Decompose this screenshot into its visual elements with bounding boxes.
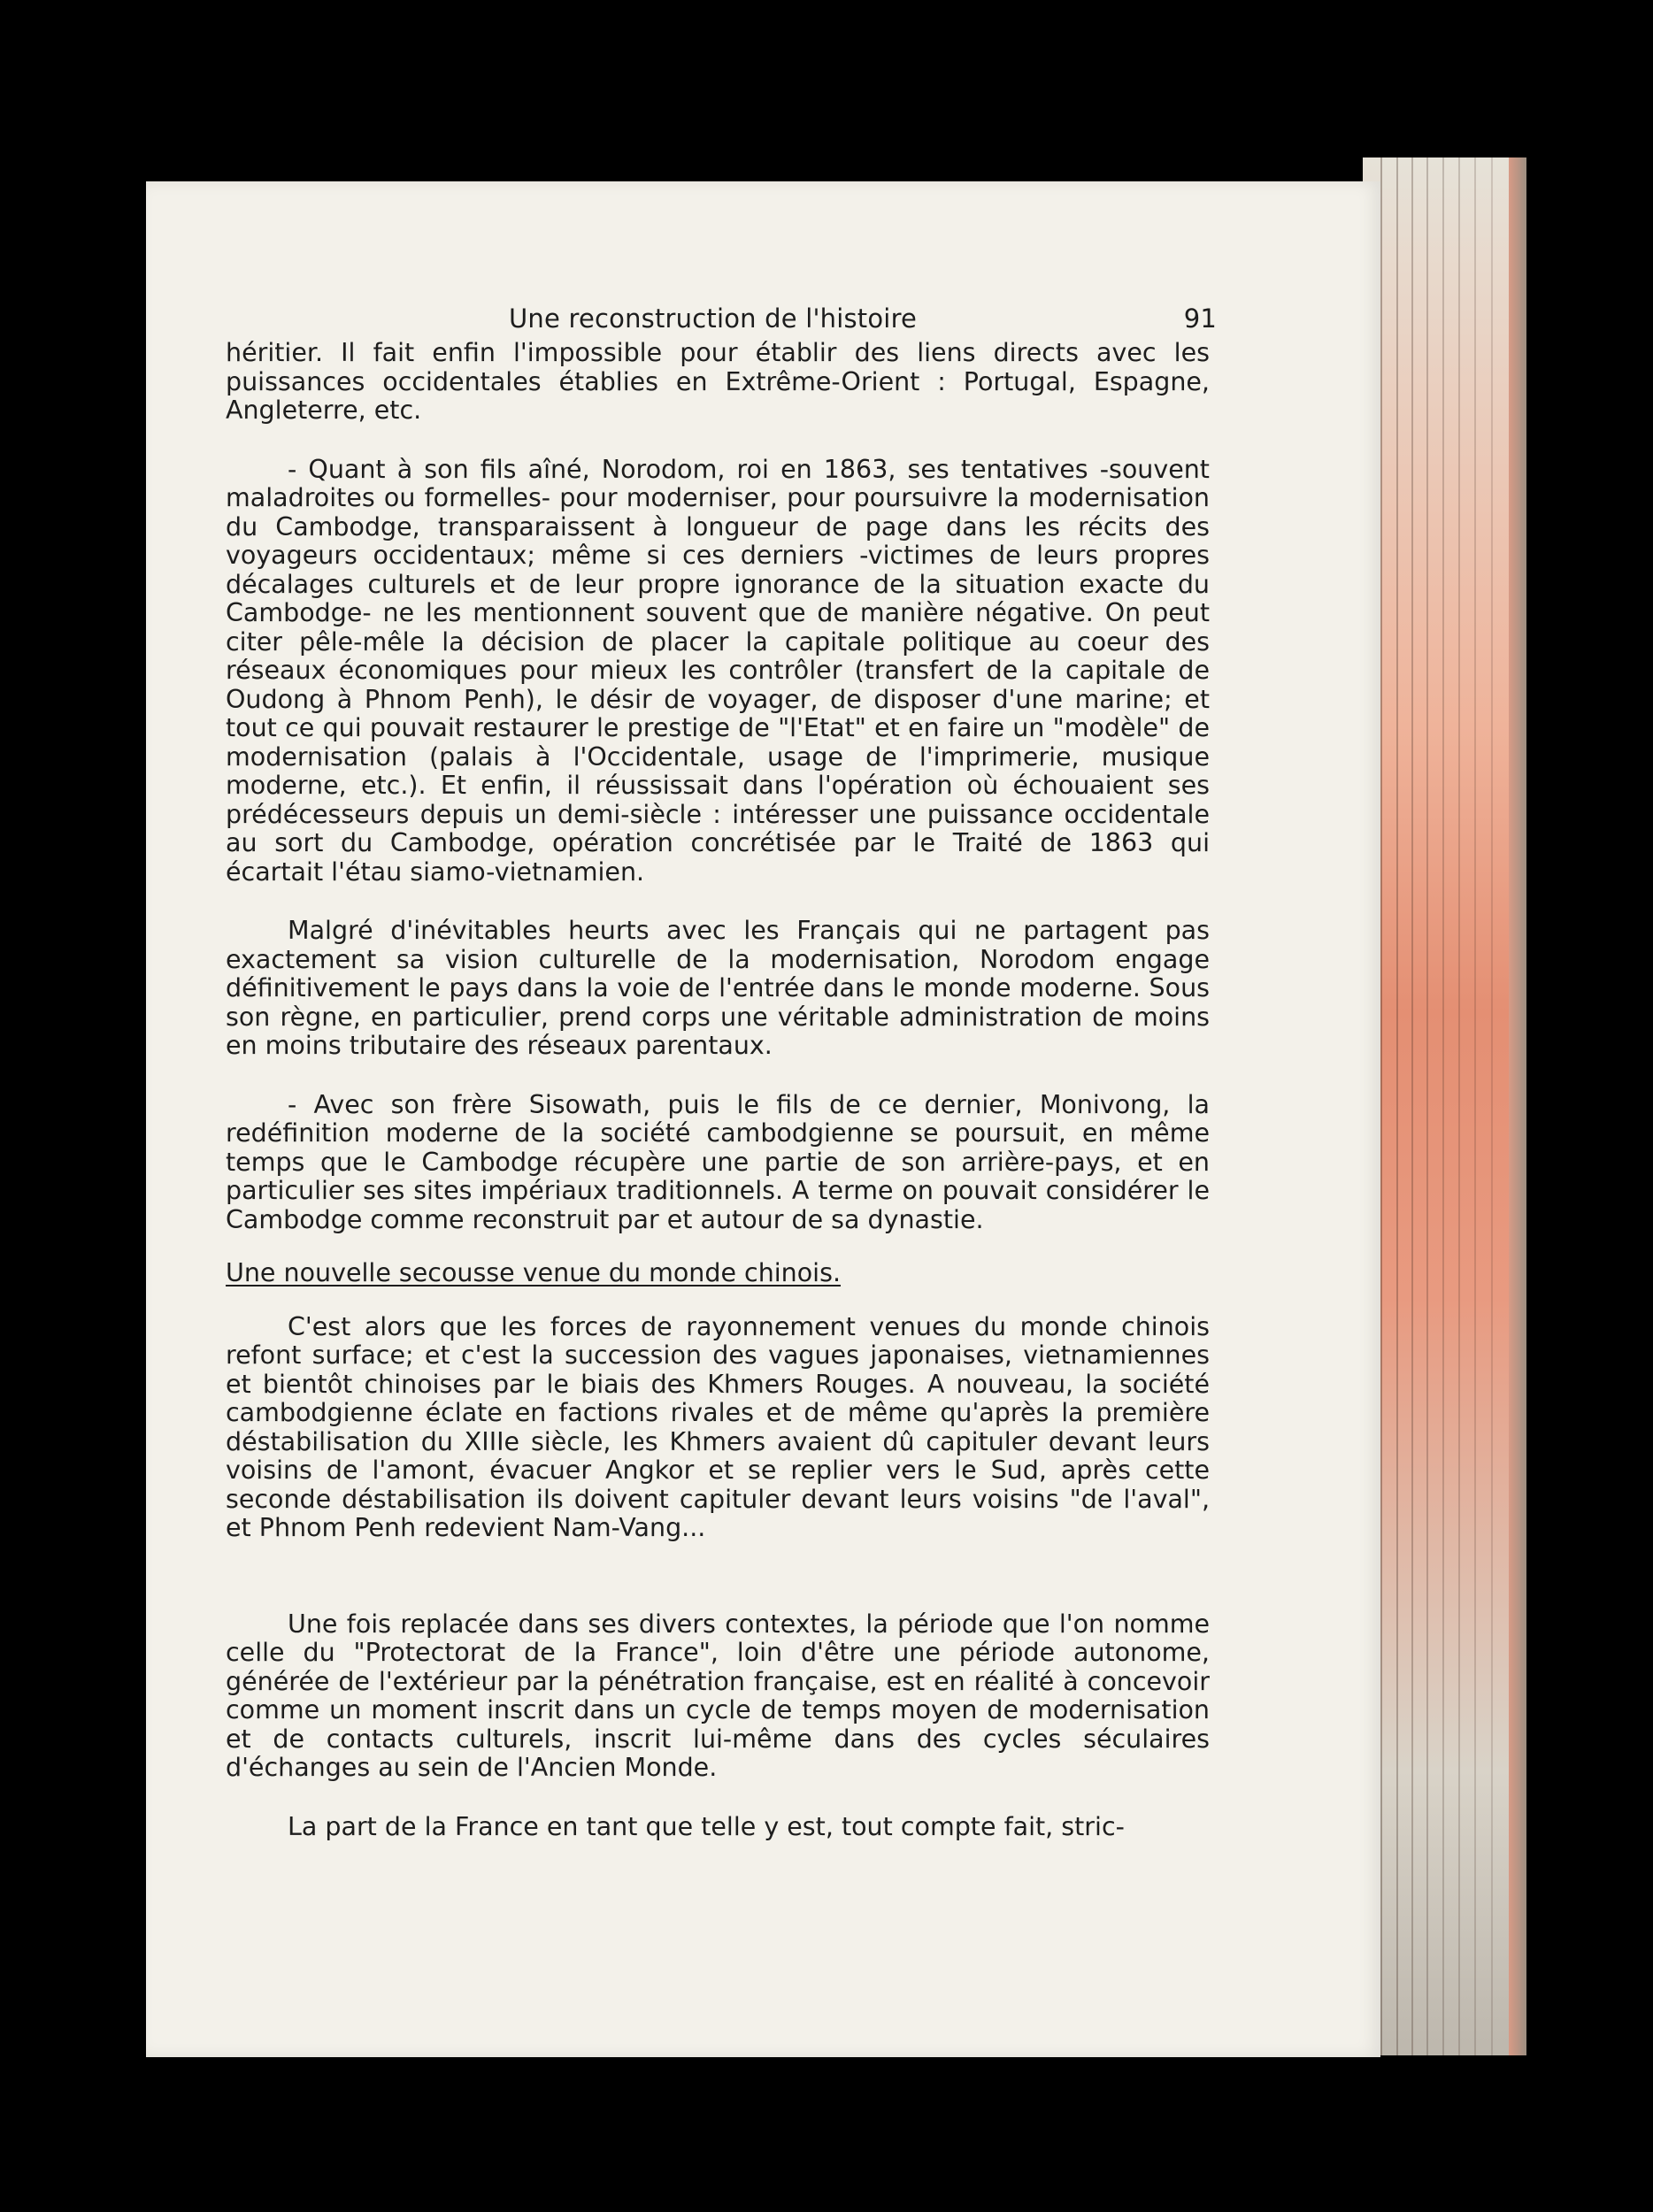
paragraph-2: - Quant à son fils aîné, Norodom, roi en 1863, ses tentatives -souvent maladroites ou formelles- pour moderniser, pour poursuivre la modernisation du Cambodge, transparaissent à longueur de page dans les récits des voyageurs occidentaux; même si ces derniers -victimes de leurs propres décalages culturels et de leur propre ignorance de la situation exacte du Cambodge- ne les mentionnent souvent que de manière négative. On peut citer pêle-mêle la décision de placer la capitale politique au coeur des réseaux économiques pour mieux les contrôler (transfert de la capitale de Oudong à Phnom Penh), le désir de voyager, de disposer d'une marine; et tout ce qui pouvait restaurer le prestige de "l'Etat" et en faire un "modèle" de modernisation (palais à l'Occidentale, usage de l'imprimerie, musique moderne, etc.). Et enfin, il réussissait dans l'opération où échouaient ses prédécesseurs depuis un demi-siècle : intéresser une puissance occidentale au sort du Cambodge, opération concrétisée par le Traité de 1863 qui écartait l'étau siamo-vietnamien. bbox=[226, 454, 1210, 887]
book-page bbox=[146, 181, 1380, 2057]
running-header bbox=[226, 303, 1217, 339]
paragraph-6: Une fois replacée dans ses divers contextes, la période que l'on nomme celle du "Protectorat de la France", loin d'être une période autonome, générée de l'extérieur par la pénétration française, est en réalité à concevoir comme un moment inscrit dans un cycle de temps moyen de modernisation et de contacts culturels, inscrit lui-même dans des cycles séculaires d'échanges au sein de l'Ancien Monde. bbox=[226, 1609, 1210, 1782]
page-content bbox=[226, 303, 1217, 1841]
paragraph-1: héritier. Il fait enfin l'impossible pour établir des liens directs avec les puissances occidentales établies en Extrême-Orient : Portugal, Espagne, Angleterre, etc. bbox=[226, 338, 1210, 425]
paragraph-5: C'est alors que les forces de rayonnement venues du monde chinois refont surface; et c'est la succession des vagues japonaises, vietnamiennes et bientôt chinoises par le biais des Khmers Rouges. A nouveau, la société cambodgienne éclate en factions rivales et de même qu'après la première déstabilisation du XIIIe siècle, les Khmers avaient dû capituler devant leurs voisins de l'amont, évacuer Angkor et se replier vers le Sud, après cette seconde déstabilisation ils doivent capituler devant leurs voisins "de l'aval", et Phnom Penh redevient Nam-Vang... bbox=[226, 1311, 1210, 1542]
running-title: Une reconstruction de l'histoire bbox=[509, 303, 918, 334]
paragraph-7: La part de la France en tant que telle y est, tout compte fait, stric- bbox=[288, 1811, 1125, 1841]
section-heading: Une nouvelle secousse venue du monde chinois. bbox=[226, 1258, 842, 1287]
paragraph-3: Malgré d'inévitables heurts avec les Français qui ne partagent pas exactement sa vision culturelle de la modernisation, Norodom engage définitivement le pays dans la voie de l'entrée dans le monde moderne. Sous son règne, en particulier, prend corps une véritable administration de moins en moins tributaire des réseaux parentaux. bbox=[226, 916, 1210, 1060]
paragraph-4: - Avec son frère Sisowath, puis le fils de ce dernier, Monivong, la redéfinition moderne de la société cambodgienne se poursuit, en même temps que le Cambodge récupère une partie de son arrière-pays, et en particulier ses sites impériaux traditionnels. A terme on pouvait considérer le Cambodge comme reconstruit par et autour de sa dynastie. bbox=[226, 1089, 1210, 1234]
page-edges bbox=[1363, 157, 1526, 2055]
page-number: 91 bbox=[1183, 303, 1217, 334]
